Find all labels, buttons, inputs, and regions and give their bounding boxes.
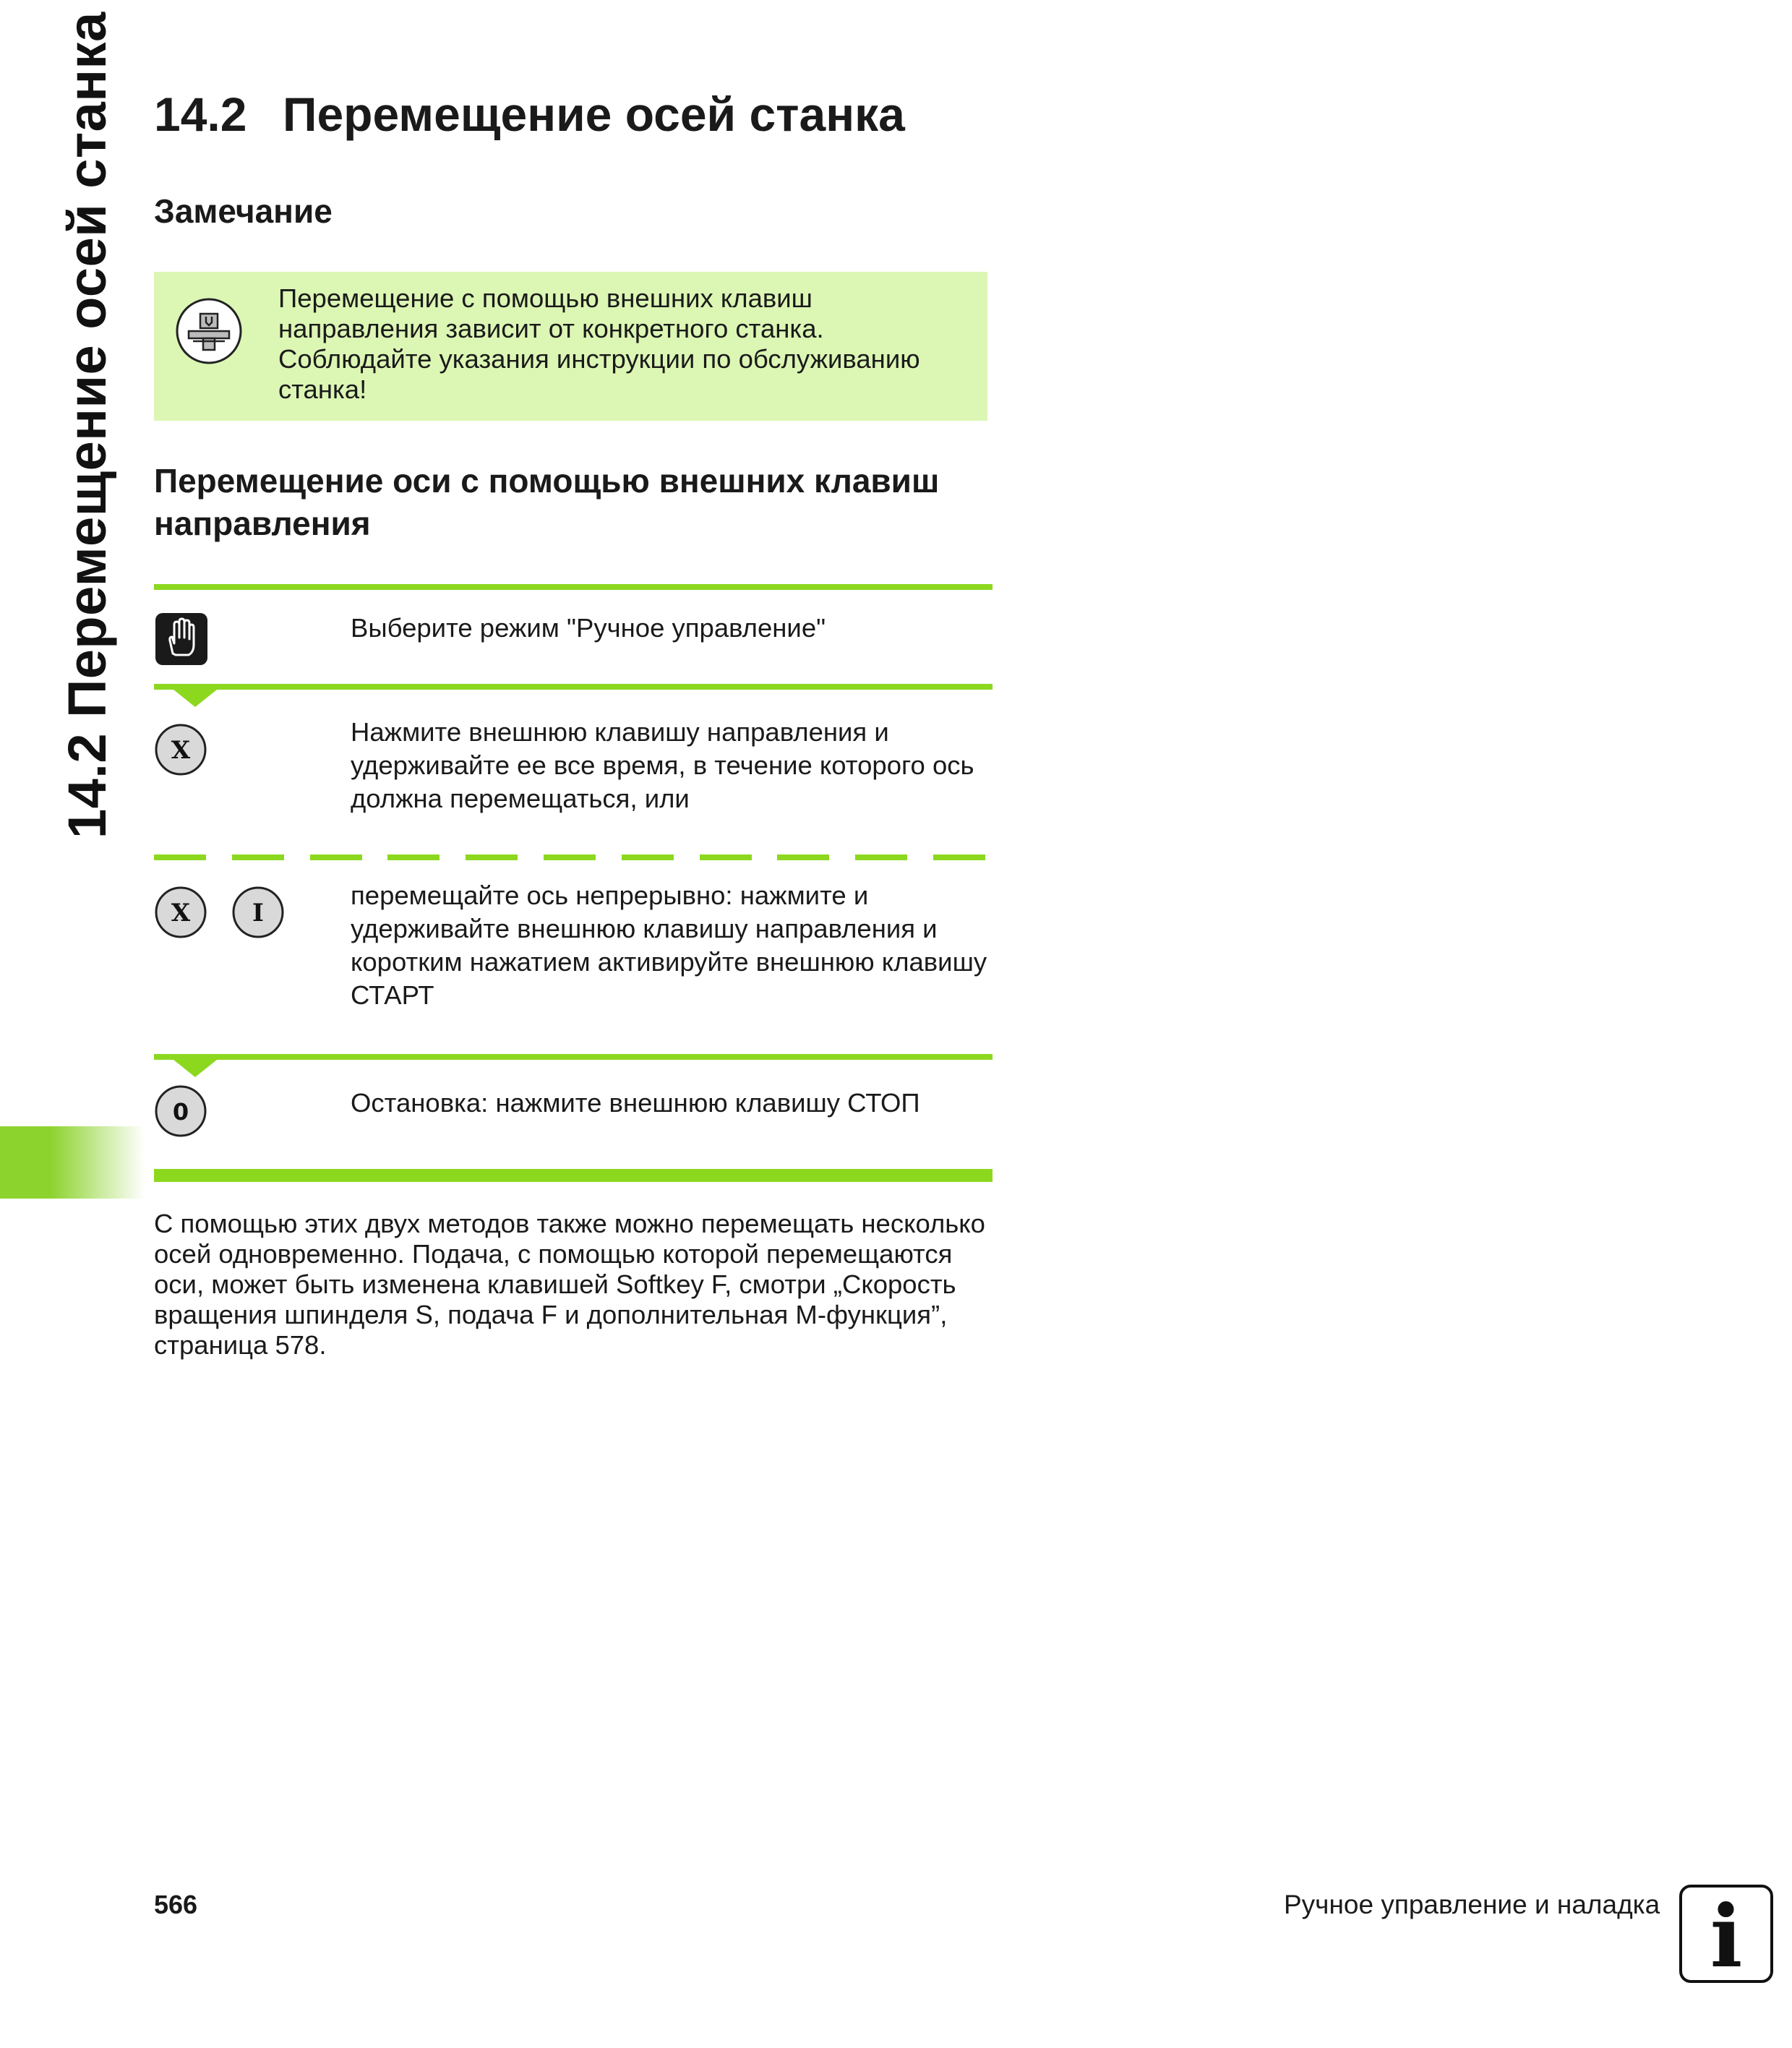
svg-text:i: i bbox=[1710, 1886, 1743, 1984]
step-arrow-icon bbox=[173, 690, 217, 707]
page-title bbox=[154, 87, 905, 142]
svg-text:I: I bbox=[252, 899, 264, 927]
section-number: 14.2 bbox=[154, 87, 247, 141]
step-3-text: перемещайте ось непрерывно: нажмите и удерживайте внешнюю клавишу направления и коротким нажатием активируйте внешнюю клавишу СТАРТ bbox=[351, 881, 987, 1010]
step-divider-top bbox=[154, 584, 993, 590]
nc-stop-key-icon bbox=[154, 1084, 207, 1138]
section-title: Перемещение осей станка bbox=[283, 87, 905, 141]
step-divider bbox=[154, 1054, 993, 1060]
step-1-text: Выберите режим "Ручное управление" bbox=[351, 613, 826, 643]
axis-x-key-icon bbox=[154, 886, 207, 939]
body-paragraph: С помощью этих двух методов также можно перемещать несколько осей одновременно. Подача, с помощью которой перемещаются оси, может быть изменена клавишей Softkey F, смотри „Скорость вращения шпинделя S, подача F и дополнительная M-функция”, страница 578. bbox=[154, 1209, 985, 1360]
nc-start-key-icon bbox=[231, 886, 285, 939]
step-2-text: Нажмите внешнюю клавишу направления и удерживайте ее все время, в течение которого ось должна перемещаться, или bbox=[351, 717, 974, 813]
subsection-title: Перемещение оси с помощью внешних клавиш направления bbox=[154, 462, 940, 542]
machine-dependent-icon bbox=[174, 296, 244, 366]
page-number: 566 bbox=[154, 1890, 198, 1919]
svg-text:X: X bbox=[171, 736, 191, 765]
step-arrow-icon bbox=[173, 1060, 217, 1077]
note-text: Перемещение с помощью внешних клавиш направления зависит от конкретного станка. Соблюдайте указания инструкции по обслуживанию станка! bbox=[278, 283, 920, 404]
step-4-text: Остановка: нажмите внешнюю клавишу СТОП bbox=[351, 1088, 920, 1118]
note-heading: Замечание bbox=[154, 192, 333, 230]
alternative-divider bbox=[154, 854, 985, 860]
step-divider-bottom bbox=[154, 1169, 993, 1182]
manual-operation-hand-icon bbox=[154, 612, 209, 667]
svg-text:X: X bbox=[171, 899, 191, 927]
side-chapter-title: 14.2 Перемещение осей станка bbox=[57, 12, 117, 839]
step-divider bbox=[154, 684, 993, 690]
footer-chapter-title: Ручное управление и наладка bbox=[1284, 1890, 1660, 1919]
axis-x-key-icon bbox=[154, 723, 207, 776]
info-icon bbox=[1679, 1884, 1774, 1984]
chapter-tab-marker bbox=[0, 1126, 145, 1199]
svg-text:0: 0 bbox=[172, 1098, 189, 1126]
